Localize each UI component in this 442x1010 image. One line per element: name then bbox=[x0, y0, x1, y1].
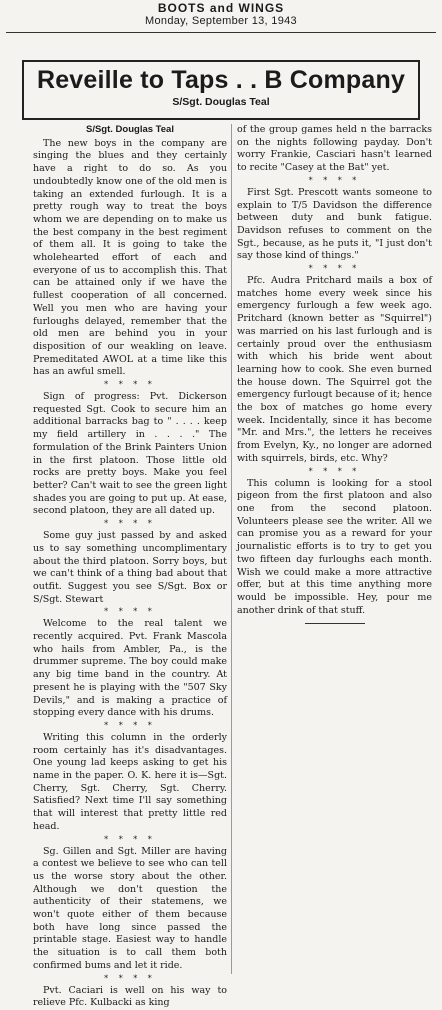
headline-byline: S/Sgt. Douglas Teal bbox=[172, 96, 270, 108]
end-rule bbox=[305, 623, 365, 624]
newspaper-name: BOOTS and WINGS bbox=[157, 1, 285, 15]
separator: * * * * bbox=[104, 519, 156, 529]
newspaper-date: Monday, September 13, 1943 bbox=[145, 15, 297, 27]
headline: Reveille to Taps . . B Company bbox=[36, 66, 406, 94]
separator: * * * * bbox=[104, 607, 156, 617]
separator: * * * * bbox=[104, 380, 156, 390]
paragraph: Welcome to the real talent we recently acquired. Pvt. Frank Mascola who hails from Ambler, Pa., is the drummer supreme. The boy could make any big time band in the country. At present he is playing with the "507 Sky Devils," and is making a practice of stopping every dance with his drums. bbox=[33, 618, 227, 719]
separator: * * * * bbox=[104, 720, 156, 730]
paragraph: Pfc. Audra Pritchard mails a box of matches home every week since his emergency furlough a few week ago. Pritchard (known better as "Squirrel") was married on his last furlough and is certainly proud over the enthusiasm with which his bride went about learning how to cook. She even burned the house down. The Squirrel got the emergency furlougt because of it; hence the box of matches go home every week. Incidentally, since it has become "Mr. and Mrs.", the letters he receives from Evelyn, Ky., no longer are adorned with squirrels, birds, etc. Why? bbox=[237, 275, 432, 464]
masthead-rule bbox=[6, 32, 436, 33]
column-byline: S/Sgt. Douglas Teal bbox=[86, 124, 174, 135]
paragraph: This column is looking for a stool pigeon from the first platoon and also one from the second platoon. Volunteers please see the writer. All we can promise you as a reward for your journalistic efforts is to try to get you two fifteen day furloughs each month. Wish we could make a more attractive offer, but at this time anything more would be impossible. Hey, pour me another drink of that stuff. bbox=[237, 477, 432, 616]
separator: * * * * bbox=[308, 466, 361, 476]
separator: * * * * bbox=[104, 834, 156, 844]
separator: * * * * bbox=[308, 175, 361, 185]
paragraph: Sg. Gillen and Sgt. Miller are having a contest we believe to see who can tell us the worse story about the other. Although we don't question the authenticity of their statemens, we won't quote either of them because both have long since passed the printable stage. Easiest way to handle the situation is to call them both confirmed bums and let it ride. bbox=[33, 845, 227, 971]
paragraph: The new boys in the company are singing the blues and they certainly have a right to do so. As you undoubtedly know one of the old men is taking an extended furlough. It is a pretty rough way to treat the boys whom we are depending on to make us the best company in the best regiment of them all. It is going to take the wholehearted effort of each and everyone of us to accomplish this. That can be attained only if we have the fullest cooperation of all concerned. Well you men who are having your furloughs delayed, remember that the old men are behind you in your disposition of our weakling on leave. Premeditated AWOL at a time like this has an awful smell. bbox=[33, 137, 227, 378]
column-divider bbox=[231, 124, 232, 974]
paragraph: Sign of progress: Pvt. Dickerson requested Sgt. Cook to secure him an additional barracks bag to " . . . . keep my field artillery in . . . ." The formulation of the Brink Painters Union in the first platoon. Those little old rocks are pretty boys. Make you feel better? Can't wait to see the green light shades you are going to put up. At ease, second platoon, they are all dated up. bbox=[33, 391, 227, 517]
paragraph: Writing this column in the orderly room certainly has it's disadvantages. One young lad keeps asking to get his name in the paper. O. K. here it is—Sgt. Cherry, Sgt. Cherry, Sgt. Cherry. Satisfied? Next time I'll say something that will interest that pretty little red head. bbox=[33, 731, 227, 832]
paragraph: Pvt. Caciari is well on his way to relieve Pfc. Kulbacki as king bbox=[33, 984, 227, 1009]
headline-box bbox=[22, 60, 420, 120]
paragraph-continuation: of the group games held n the barracks on the nights following payday. Don't worry Frankie, Casciari hasn't learned to recite "Casey at the Bat" yet. bbox=[237, 124, 432, 174]
separator: * * * * bbox=[104, 973, 156, 983]
paragraph: First Sgt. Prescott wants someone to explain to T/5 Davidson the difference between duty and bunk fatigue. Davidson refuses to comment on the Sgt., because, as he puts it, "I just don't say those kind of things." bbox=[237, 186, 432, 262]
article-column-1 bbox=[33, 124, 227, 1010]
article-column-2 bbox=[237, 124, 432, 624]
paragraph: Some guy just passed by and asked us to say something uncomplimentary about the third platoon. Sorry boys, but we can't think of a thing bad about that outfit. Suggest you see S/Sgt. Box or S/Sgt. Stewart bbox=[33, 530, 227, 605]
separator: * * * * bbox=[308, 264, 361, 274]
masthead bbox=[0, 2, 442, 28]
